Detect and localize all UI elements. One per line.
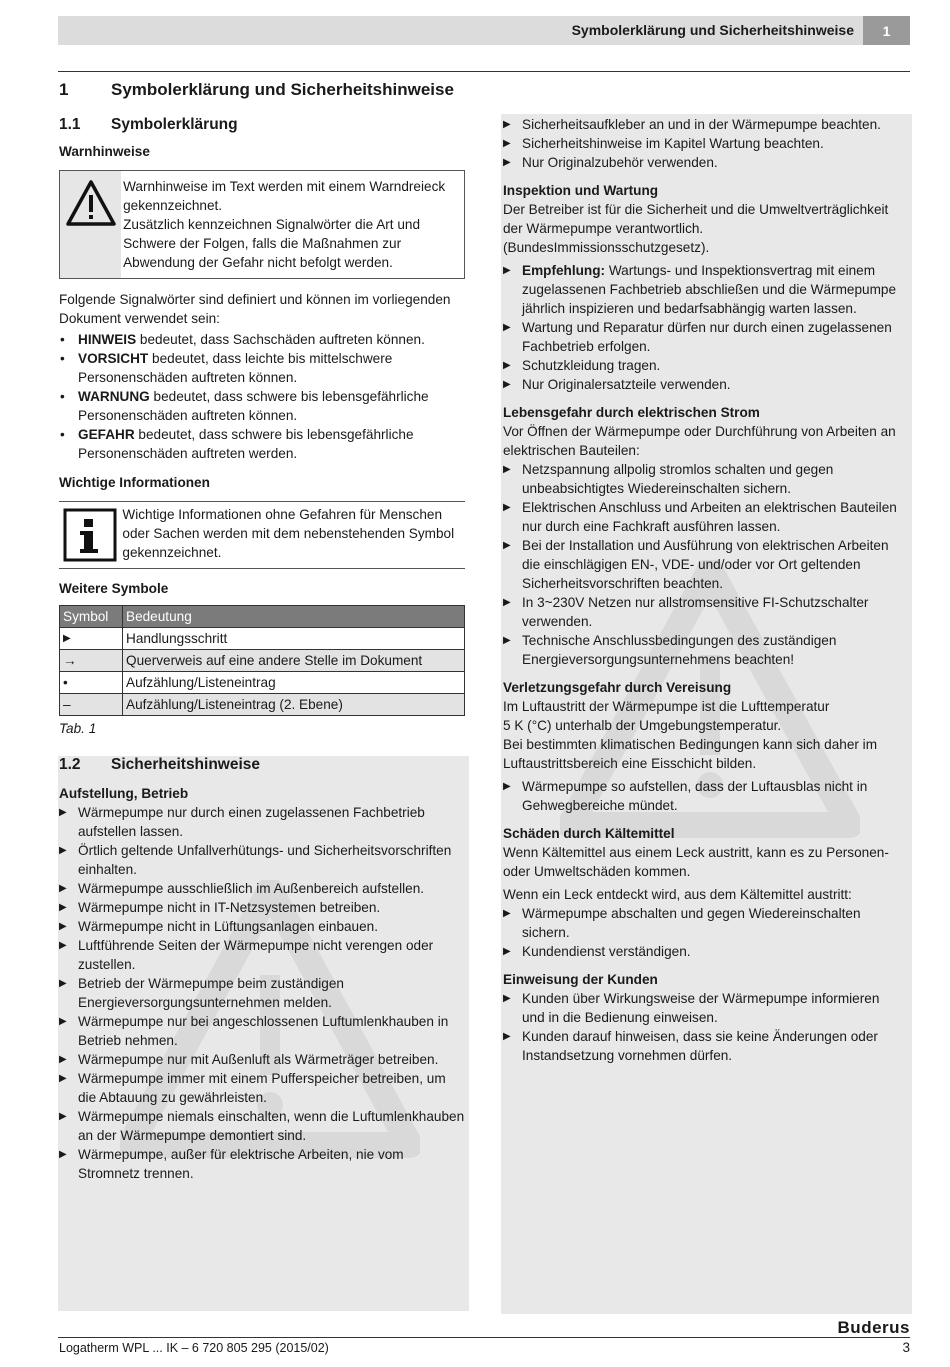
info-box-text: Wichtige Informationen ohne Gefahren für Menschen oder Sachen werden mit dem nebenstehenden Symbol gekennzeichnet.: [122, 507, 455, 560]
list-item: ▶ Nur Originalersatzteile verwenden.: [503, 375, 905, 394]
list-item: ▶ Wärmepumpe nur mit Außenluft als Wärmeträger betreiben.: [59, 1050, 465, 1069]
ice-text-1: Im Luftaustritt der Wärmepumpe ist die Lufttemperatur: [503, 699, 830, 714]
section-1-2-title: 1.2 Sicherheitshinweise: [59, 756, 261, 773]
list-item: ▶ Technische Anschlussbedingungen des zuständigen Energieversorgungsunternehmens beachten!: [503, 631, 905, 669]
customer-heading: Einweisung der Kunden: [503, 972, 658, 987]
table-caption: Tab. 1: [59, 721, 97, 736]
setup-heading: Aufstellung, Betrieb: [59, 786, 189, 801]
table-cell: Aufzählung/Listeneintrag (2. Ebene): [123, 694, 465, 716]
brand-logo: Buderus: [837, 1318, 910, 1337]
list-item: ▶ Wärmepumpe so aufstellen, dass der Luftausblas nicht in Gehwegbereiche mündet.: [503, 777, 905, 815]
customer-list: [503, 989, 905, 1065]
setup-list: [59, 803, 465, 1183]
table-cell: Querverweis auf eine andere Stelle im Dokument: [123, 650, 465, 672]
list-item: ▶ Betrieb der Wärmepumpe beim zuständigen Energieversorgungsunternehmen melden.: [59, 974, 465, 1012]
warning-box-text: Warnhinweise im Text werden mit einem Warndreieck gekennzeichnet. Zusätzlich kennzeichnen Signalwörter die Art und Schwere der Folgen, falls die Maßnahmen zur Abwendung der Gefahr nicht befolgt werden.: [123, 179, 446, 270]
list-item: ▶ Kundendienst verständigen.: [503, 942, 905, 961]
header-rule: [58, 71, 910, 72]
table-header: Bedeutung: [123, 606, 465, 628]
inspection-text: Der Betreiber ist für die Sicherheit und die Umweltverträglichkeit der Wärmepumpe verantwortlich. (BundesImmissionsschutzgesetz).: [503, 202, 889, 255]
section-1-1-title: 1.1 Symbolerklärung: [59, 116, 238, 133]
list-item: ▶ Wärmepumpe nur bei angeschlossenen Luftumlenkhauben in Betrieb nehmen.: [59, 1012, 465, 1050]
refrigerant-list: [503, 904, 905, 961]
list-item: ▶ Wärmepumpe nicht in Lüftungsanlagen einbauen.: [59, 917, 465, 936]
left-column: [59, 115, 465, 738]
list-item: ▶ Wärmepumpe, außer für elektrische Arbeiten, nie vom Stromnetz trennen.: [59, 1145, 465, 1183]
ice-text-2: 5 K (°C) unterhalb der Umgebungstemperatur.: [503, 718, 782, 733]
general-safety-list: [503, 115, 905, 172]
refrigerant-text-2: Wenn ein Leck entdeckt wird, aus dem Kältemittel austritt:: [503, 887, 852, 902]
info-box: [59, 501, 465, 569]
list-item: • VORSICHT bedeutet, dass leichte bis mittelschwere Personenschäden auftreten können.: [59, 349, 465, 387]
table-row: [60, 650, 465, 672]
table-cell: ▶: [60, 628, 123, 650]
list-item: ▶ Elektrischen Anschluss und Arbeiten an elektrischen Bauteilen nur durch eine Fachkraft ausführen lassen.: [503, 498, 905, 536]
signal-intro: Folgende Signalwörter sind definiert und können im vorliegenden Dokument verwendet sein:: [59, 292, 451, 326]
warning-triangle-icon: [65, 179, 117, 227]
table-cell: Handlungsschritt: [123, 628, 465, 650]
symbol-table: [59, 605, 465, 716]
warning-icon-cell: [60, 171, 121, 278]
electric-heading: Lebensgefahr durch elektrischen Strom: [503, 405, 760, 420]
warning-box: [59, 170, 465, 279]
right-column: [503, 115, 905, 1065]
list-item: ▶ Wärmepumpe niemals einschalten, wenn die Luftumlenkhauben an der Wärmepumpe demontiert sind.: [59, 1107, 465, 1145]
footer-doc-id: Logatherm WPL ... IK – 6 720 805 295 (2015/02): [59, 1341, 329, 1355]
inspection-heading: Inspektion und Wartung: [503, 183, 659, 198]
warn-heading: Warnhinweise: [59, 144, 150, 159]
table-cell: –: [60, 694, 123, 716]
refrigerant-heading: Schäden durch Kältemittel: [503, 826, 675, 841]
list-item: ▶ Wärmepumpe nur durch einen zugelassenen Fachbetrieb aufstellen lassen.: [59, 803, 465, 841]
list-item: ▶ Sicherheitsaufkleber an und in der Wärmepumpe beachten.: [503, 115, 905, 134]
list-item: ▶ Nur Originalzubehör verwenden.: [503, 153, 905, 172]
footer-rule: [58, 1337, 910, 1338]
refrigerant-text: Wenn Kältemittel aus einem Leck austritt, kann es zu Personen- oder Umweltschäden kommen.: [503, 845, 889, 879]
ice-text-3: Bei bestimmten klimatischen Bedingungen kann sich daher im Luftaustrittsbereich eine Eisschicht bilden.: [503, 737, 878, 771]
page-number: 3: [902, 1340, 910, 1355]
list-item: ▶ Bei der Installation und Ausführung von elektrischen Arbeiten die einschlägigen EN-, VDE- und/oder vor Ort geltenden Sicherheitsvorschriften beachten.: [503, 536, 905, 593]
other-symbols-heading: Weitere Symbole: [59, 581, 169, 596]
list-item: ▶ In 3~230V Netzen nur allstromsensitive FI-Schutzschalter verwenden.: [503, 593, 905, 631]
electric-list: [503, 460, 905, 669]
list-item: ▶ Sicherheitshinweise im Kapitel Wartung beachten.: [503, 134, 905, 153]
safety-left-column: [59, 755, 465, 1183]
section-1-title: 1 Symbolerklärung und Sicherheitshinweise: [59, 80, 454, 99]
list-item: • GEFAHR bedeutet, dass schwere bis lebensgefährliche Personenschäden auftreten werden.: [59, 425, 465, 463]
list-item: ▶ Örtlich geltende Unfallverhütungs- und Sicherheitsvorschriften einhalten.: [59, 841, 465, 879]
table-row: [60, 672, 465, 694]
ice-heading: Verletzungsgefahr durch Vereisung: [503, 680, 732, 695]
info-heading: Wichtige Informationen: [59, 475, 210, 490]
info-icon-cell: [59, 502, 120, 568]
table-row: [60, 694, 465, 716]
list-item: ▶ Wärmepumpe abschalten und gegen Wiedereinschalten sichern.: [503, 904, 905, 942]
list-item: ▶ Wartung und Reparatur dürfen nur durch einen zugelassenen Fachbetrieb erfolgen.: [503, 318, 905, 356]
signal-list: [59, 330, 465, 463]
inspection-list: [503, 261, 905, 394]
list-item: ▶ Kunden darauf hinweisen, dass sie keine Änderungen oder Instandsetzung vornehmen dürfen.: [503, 1027, 905, 1065]
table-cell: Aufzählung/Listeneintrag: [123, 672, 465, 694]
ice-list: [503, 777, 905, 815]
list-item: ▶ Netzspannung allpolig stromlos schalten und gegen unbeabsichtigtes Wiedereinschalten sichern.: [503, 460, 905, 498]
table-row: [60, 628, 465, 650]
list-item: ▶ Wärmepumpe nicht in IT-Netzsystemen betreiben.: [59, 898, 465, 917]
table-header-row: [60, 606, 465, 628]
info-icon: [63, 508, 117, 562]
list-item: ▶ Empfehlung: Wartungs- und Inspektionsvertrag mit einem zugelassenen Fachbetrieb abschließen und die Wärmepumpe jährlich inspizieren und bedarfsabhängig warten lassen.: [503, 261, 905, 318]
list-item: ▶ Luftführende Seiten der Wärmepumpe nicht verengen oder zustellen.: [59, 936, 465, 974]
table-cell: •: [60, 672, 123, 694]
table-header: Symbol: [60, 606, 123, 628]
chapter-number: 1: [863, 16, 910, 45]
header-title: Symbolerklärung und Sicherheitshinweise: [571, 22, 854, 38]
list-item: ▶ Wärmepumpe ausschließlich im Außenbereich aufstellen.: [59, 879, 465, 898]
list-item: • HINWEIS bedeutet, dass Sachschäden auftreten können.: [59, 330, 465, 349]
electric-text: Vor Öffnen der Wärmepumpe oder Durchführung von Arbeiten an elektrischen Bauteilen:: [503, 424, 896, 458]
list-item: • WARNUNG bedeutet, dass schwere bis lebensgefährliche Personenschäden auftreten können.: [59, 387, 465, 425]
list-item: ▶ Kunden über Wirkungsweise der Wärmepumpe informieren und in die Bedienung einweisen.: [503, 989, 905, 1027]
table-cell: →: [60, 650, 123, 672]
list-item: ▶ Schutzkleidung tragen.: [503, 356, 905, 375]
list-item: ▶ Wärmepumpe immer mit einem Pufferspeicher betreiben, um die Abtauung zu gewährleisten.: [59, 1069, 465, 1107]
